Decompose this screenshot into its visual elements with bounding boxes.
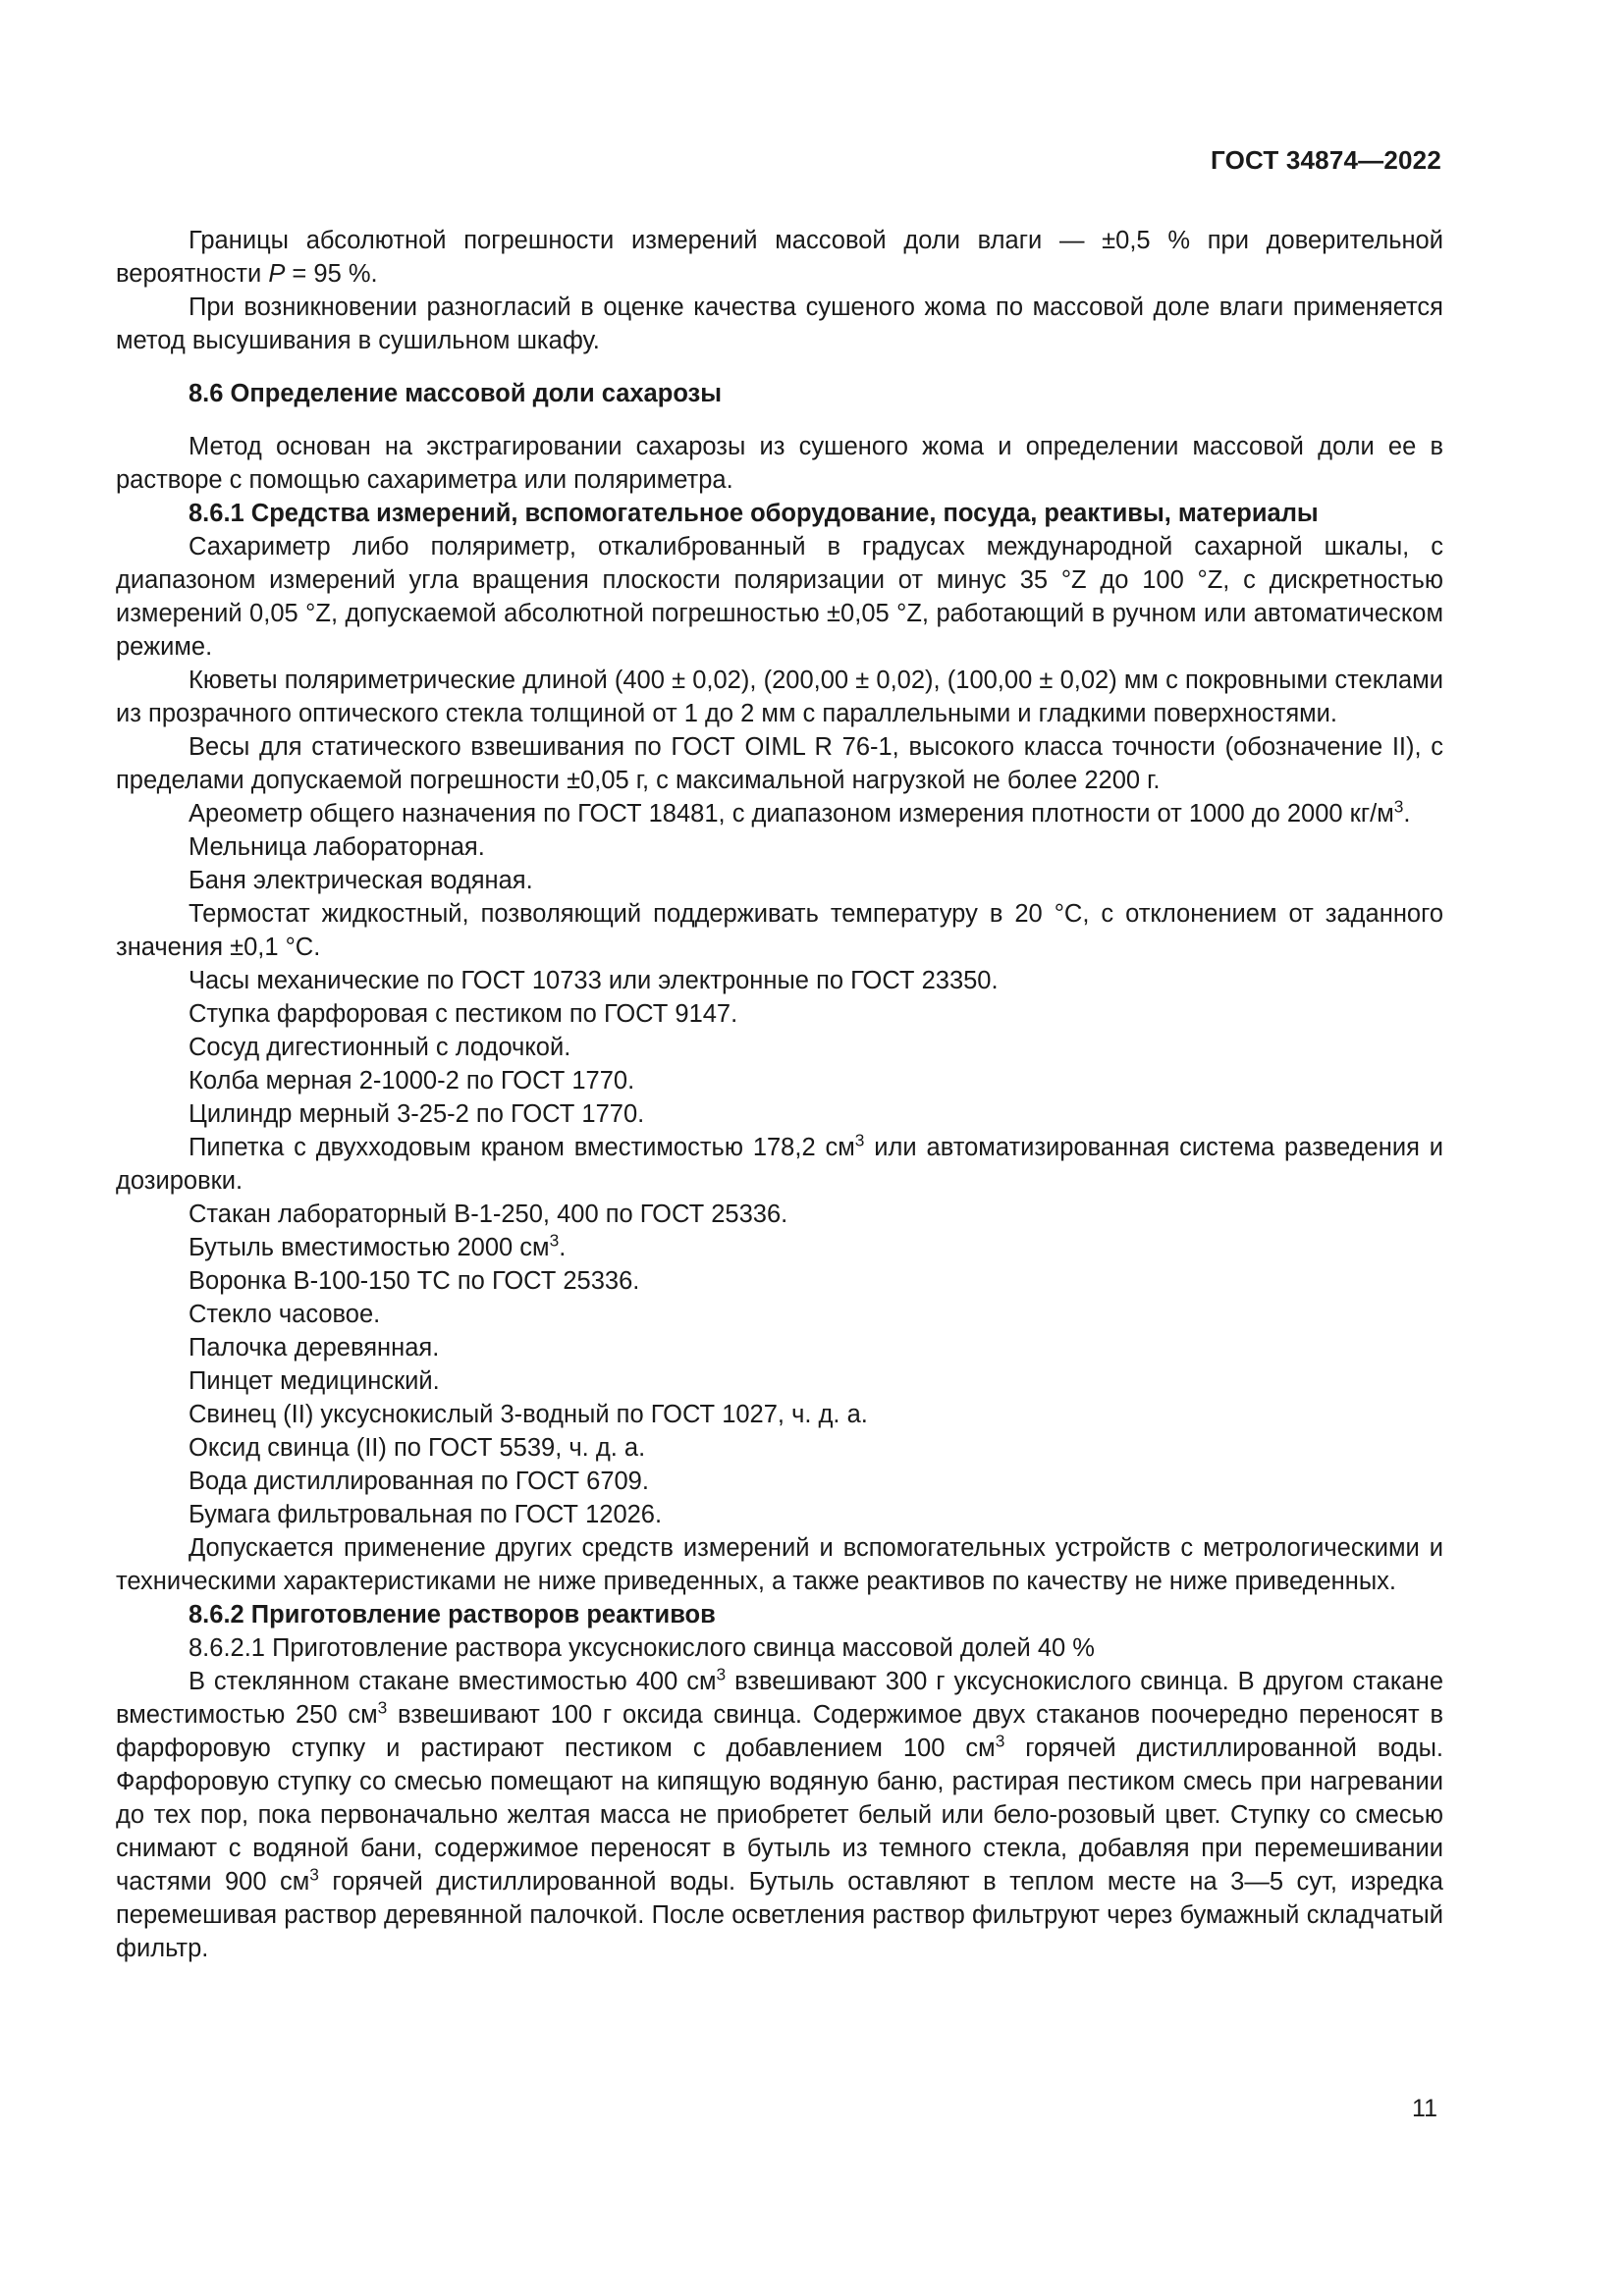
list-item: Вода дистиллированная по ГОСТ 6709. xyxy=(189,1468,649,1495)
list-item: Бутыль вместимостью 2000 $см^3$. xyxy=(189,1230,567,1261)
list-item: Свинец (II) уксуснокислый 3-водный по ГОСТ 1027, ч. д. а. xyxy=(189,1401,868,1428)
list-item: Весы для статического взвешивания по ГОСТ OIML R 76-1, высокого класса точности (обозначение II), с пределами допускаемой погрешности ±0,05 г, с максимальной нагрузкой не более 2200 г. xyxy=(116,733,1443,794)
list-item: Палочка деревянная. xyxy=(189,1334,440,1362)
list-item: Ступка фарфоровая с пестиком по ГОСТ 9147. xyxy=(189,1000,738,1028)
list-item: Мельница лабораторная. xyxy=(189,833,485,861)
list-item: Кюветы поляриметрические длиной (400 ± 0,02), (200,00 ± 0,02), (100,00 ± 0,02) мм с покровными стеклами из прозрачного оптического стекла толщиной от 1 до 2 мм с параллельными и гладкими поверхностями. xyxy=(116,667,1443,727)
list-item: Стакан лабораторный В-1-250, 400 по ГОСТ 25336. xyxy=(189,1201,788,1228)
section-heading-8-6-1: 8.6.1 Средства измерений, вспомогательное оборудование, посуда, реактивы, материалы xyxy=(189,500,1319,527)
paragraph-alternatives: Допускается применение других средств измерений и вспомогательных устройств с метрологическими и техническими характеристиками не ниже приведенных, а также реактивов по качеству не ниже приведенных. xyxy=(116,1534,1443,1595)
section-heading-8-6-2-1: 8.6.2.1 Приготовление раствора уксуснокислого свинца массовой долей 40 % xyxy=(189,1634,1095,1662)
list-item: Пинцет медицинский. xyxy=(189,1367,440,1395)
list-item: Бумага фильтровальная по ГОСТ 12026. xyxy=(189,1501,663,1528)
list-item: Оксид свинца (II) по ГОСТ 5539, ч. д. а. xyxy=(189,1434,646,1462)
list-item: Термостат жидкостный, позволяющий поддерживать температуру в 20 °С, с отклонением от заданного значения ±0,1 °С. xyxy=(116,900,1443,961)
list-item: Стекло часовое. xyxy=(189,1301,381,1328)
list-item: Воронка В-100-150 ТС по ГОСТ 25336. xyxy=(189,1267,640,1295)
list-item: Сахариметр либо поляриметр, откалиброванный в градусах международной сахарной шкалы, с диапазоном измерений угла вращения плоскости поляризации от минус 35 °Z до 100 °Z, с дискретностью измерений 0,05 °Z, допускаемой абсолютной погрешностью ±0,05 °Z, работающий в ручном или автоматическом режиме. xyxy=(116,533,1443,661)
paragraph-method-basis: Метод основан на экстрагировании сахарозы из сушеного жома и определении массовой доли ее в растворе с помощью сахариметра или поляриметра. xyxy=(116,433,1443,494)
paragraph-disagreement: При возникновении разногласий в оценке качества сушеного жома по массовой доле влаги применяется метод высушивания в сушильном шкафу. xyxy=(116,294,1443,354)
list-item: Цилиндр мерный 3-25-2 по ГОСТ 1770. xyxy=(189,1100,645,1128)
paragraph-moisture-error: Границы абсолютной погрешности измерений массовой доли влаги — ±0,5 % при доверительной вероятности P = 95 %. xyxy=(116,227,1443,288)
list-item: Часы механические по ГОСТ 10733 или электронные по ГОСТ 23350. xyxy=(189,967,999,994)
section-heading-8-6-2: 8.6.2 Приготовление растворов реактивов xyxy=(189,1601,716,1629)
section-heading-8-6: 8.6 Определение массовой доли сахарозы xyxy=(189,380,723,407)
paragraph-lead-acetate-preparation: В стеклянном стакане вместимостью 400 $см^3$ взвешивают 300 г уксуснокислого свинца. В другом стакане вместимостью 250 $см^3$ взвешивают 100 г оксида свинца. Содержимое двух стаканов поочередно переносят в фарфоровую ступку и растирают пестиком с добавлением 100 $см^3$ горячей дистиллированной воды. Фарфоровую ступку со смесью помещают на кипящую водяную баню, растирая пестиком смесь при нагревании до тех пор, пока первоначально желтая масса не приобретет белый или бело-розовый цвет. Ступку со смесью снимают с водяной бани, содержимое переносят в бутыль из темного стекла, добавляя при перемешивании частями 900 $см^3$ горячей дистиллированной воды. Бутыль оставляют в теплом месте на 3—5 сут, изредка перемешивая раствор деревянной палочкой. После осветления раствор фильтруют через бумажный складчатый фильтр. xyxy=(116,1664,1443,1962)
list-item: Баня электрическая водяная. xyxy=(189,867,533,894)
standard-designation: ГОСТ 34874—2022 xyxy=(1211,145,1441,175)
list-item: Колба мерная 2-1000-2 по ГОСТ 1770. xyxy=(189,1067,635,1095)
list-item: Пипетка с двухходовым краном вместимостью 178,2 $см^3$ или автоматизированная система разведения и дозировки. xyxy=(116,1130,1443,1195)
list-item: Ареометр общего назначения по ГОСТ 18481, с диапазоном измерения плотности от 1000 до 2000 $кг/м^3$. xyxy=(189,796,1411,828)
page-number: 11 xyxy=(1412,2095,1437,2122)
document-body xyxy=(116,224,1443,1965)
probability-variable: P xyxy=(268,260,286,288)
list-item: Сосуд дигестионный с лодочкой. xyxy=(189,1034,571,1061)
